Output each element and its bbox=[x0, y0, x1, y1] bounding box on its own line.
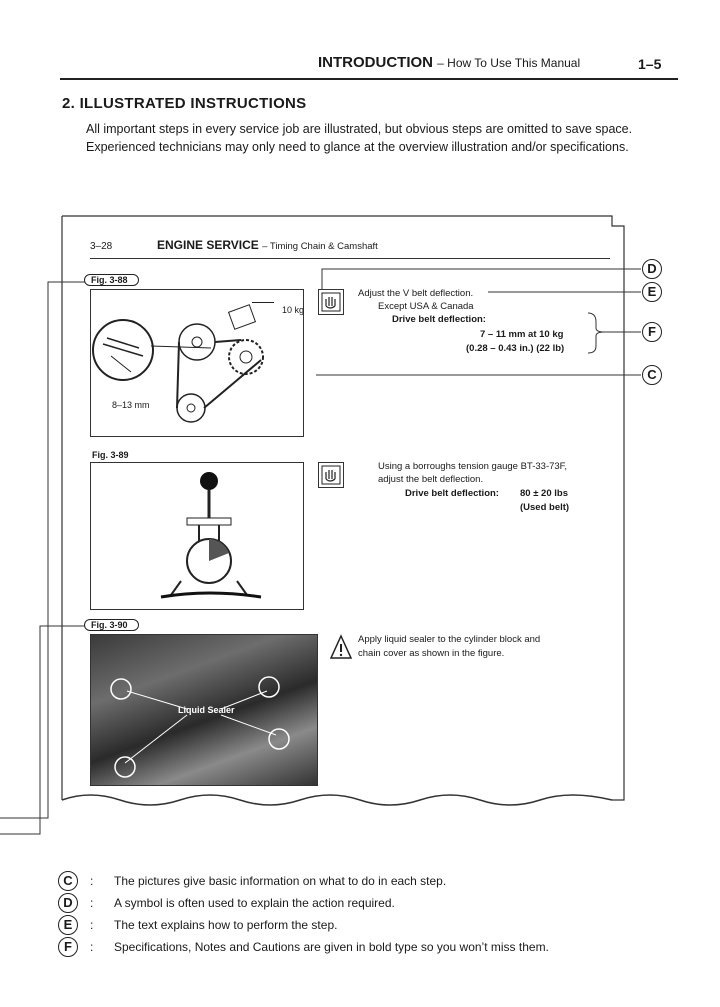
tension-gauge-drawing bbox=[91, 463, 303, 609]
fig2-text-2: adjust the belt deflection. bbox=[378, 474, 484, 485]
callout-f: F bbox=[642, 322, 662, 342]
hand-check-icon bbox=[318, 289, 344, 315]
legend-item-c bbox=[58, 870, 446, 892]
fig2-spec-note: (Used belt) bbox=[520, 502, 570, 513]
fig-3-90-label: Fig. 3-90 bbox=[84, 619, 139, 631]
fig1-spec-1: 7 – 11 mm at 10 kg bbox=[480, 329, 564, 340]
legend-colon: : bbox=[90, 918, 94, 932]
example-subtitle: – Timing Chain & Camshaft bbox=[262, 241, 378, 252]
legend-text: The text explains how to perform the step. bbox=[114, 918, 338, 932]
header-title-main: INTRODUCTION bbox=[318, 54, 433, 71]
section-title: 2. ILLUSTRATED INSTRUCTIONS bbox=[62, 95, 307, 112]
callout-c: C bbox=[642, 365, 662, 385]
fig1-spec-title: Drive belt deflection: bbox=[392, 314, 486, 325]
example-title bbox=[157, 238, 378, 252]
fig-3-89-illustration bbox=[90, 462, 304, 610]
load-arrow-line bbox=[252, 302, 274, 303]
legend-letter: F bbox=[58, 937, 78, 957]
legend-letter: E bbox=[58, 915, 78, 935]
fig-3-88-illustration bbox=[90, 289, 304, 437]
example-page-number: 3–28 bbox=[90, 241, 113, 252]
fig2-spec-title: Drive belt deflection: bbox=[405, 488, 499, 499]
legend-item-d bbox=[58, 892, 395, 914]
page-number: 1–5 bbox=[638, 56, 662, 72]
legend-text: Specifications, Notes and Cautions are given in bold type so you won’t miss them. bbox=[114, 940, 549, 954]
legend-item-e bbox=[58, 914, 337, 936]
fig3-caution-1: Apply liquid sealer to the cylinder block and bbox=[358, 634, 541, 645]
legend-letter: C bbox=[58, 871, 78, 891]
hand-check-icon-2 bbox=[318, 462, 344, 488]
caution-triangle-icon bbox=[330, 634, 352, 660]
header-subtitle: – How To Use This Manual bbox=[437, 56, 581, 70]
belt-drive-drawing bbox=[91, 290, 303, 436]
legend-colon: : bbox=[90, 874, 94, 888]
fig2-spec-value: 80 ± 20 lbs bbox=[520, 488, 568, 499]
legend-colon: : bbox=[90, 940, 94, 954]
intro-line-1: All important steps in every service job are illustrated, but obvious steps are omitted to save space. bbox=[86, 122, 633, 136]
legend-item-f bbox=[58, 936, 549, 958]
callout-e: E bbox=[642, 282, 662, 302]
fig1-text-2: Except USA & Canada bbox=[378, 301, 474, 312]
fig-3-89-label: Fig. 3-89 bbox=[92, 450, 129, 460]
fig1-text-1: Adjust the V belt deflection. bbox=[358, 288, 474, 299]
legend-colon: : bbox=[90, 896, 94, 910]
fig1-spec-2: (0.28 – 0.43 in.) (22 lb) bbox=[466, 343, 565, 354]
photo-label: Liquid Sealer bbox=[178, 705, 235, 715]
legend-letter: D bbox=[58, 893, 78, 913]
example-title-main: ENGINE SERVICE bbox=[157, 238, 259, 252]
example-header-rule bbox=[90, 258, 610, 259]
fig3-caution-2: chain cover as shown in the figure. bbox=[358, 648, 505, 659]
legend-text: The pictures give basic information on what to do in each step. bbox=[114, 874, 447, 888]
callout-line-d bbox=[322, 269, 641, 289]
legend-text: A symbol is often used to explain the action required. bbox=[114, 896, 395, 910]
fig2-text-1: Using a borroughs tension gauge BT-33-73F, bbox=[378, 461, 568, 472]
callout-d: D bbox=[642, 259, 662, 279]
fig-3-88-label: Fig. 3-88 bbox=[84, 274, 139, 286]
deflection-range: 8–13 mm bbox=[112, 400, 150, 410]
intro-line-2: Experienced technicians may only need to glance at the overview illustration and/or specifications. bbox=[86, 140, 629, 154]
load-value: 10 kg bbox=[282, 305, 305, 315]
